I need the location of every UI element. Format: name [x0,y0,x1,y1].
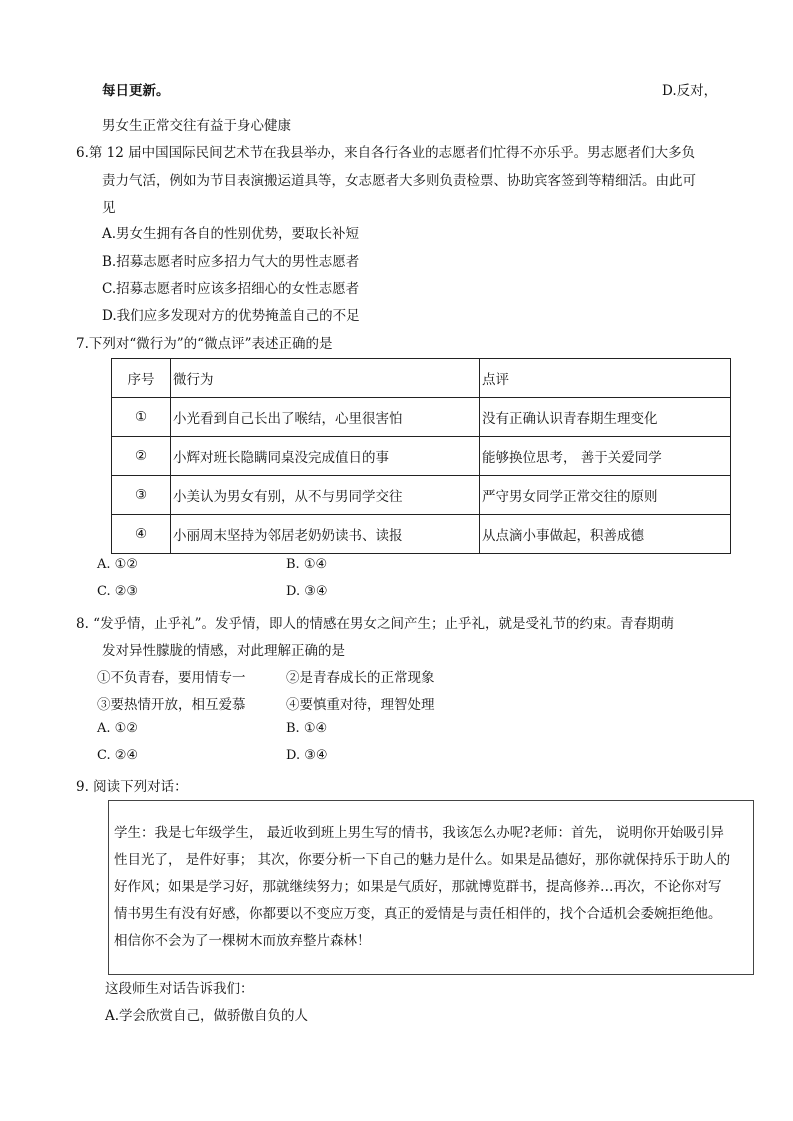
q8-stem-line2: 发对异性朦胧的情感，对此理解正确的是 [102,643,345,659]
q6-stem-line3: 见 [102,200,116,216]
q8-statement-1: ①不负青春，要用情专一 [97,670,246,686]
q7-option-c: C. ②③ [97,584,139,599]
q6-option-d: D.我们应多发现对方的优势掩盖自己的不足 [102,308,360,324]
row-behavior: 小光看到自己长出了喉结，心里很害怕 [171,398,480,437]
prev-option-d: D.反对， [662,83,718,99]
header-number: 序号 [112,359,171,398]
q9-stem: 9. 阅读下列对话： [76,779,188,795]
q8-option-d: D. ③④ [286,748,328,763]
q7-option-b: B. ①④ [286,557,328,572]
q6-option-a: A.男女生拥有各自的性别优势，要取长补短 [102,226,360,242]
q8-stem-line1: 8. “发乎情，止乎礼”。发乎情，即人的情感在男女之间产生；止乎礼，就是受礼节的约束。青春期萌 [76,616,674,632]
q7-option-a: A. ①② [97,557,138,572]
header-comment: 点评 [480,359,731,398]
q8-option-c: C. ②④ [97,748,139,763]
row-comment: 严守男女同学正常交往的原则 [480,476,731,515]
q8-statement-3: ③要热情开放，相互爱慕 [97,697,246,713]
q6-option-b: B.招募志愿者时应多招力气大的男性志愿者 [102,254,360,270]
table-row [112,476,731,515]
dialog-line: 性目光了， 是件好事； 其次，你要分析一下自己的魅力是什么。如果是品德好，那你就保持乐于助人的 [114,852,731,868]
prev-answer-fragment: 每日更新。 [102,83,170,99]
table-header-row [112,359,731,398]
row-comment: 从点滴小事做起，积善成德 [480,515,731,554]
q6-stem-line1: 6.第 12 届中国国际民间艺术节在我县举办，来自各行各业的志愿者们忙得不亦乐乎。男志愿者们大多负 [76,145,696,161]
q9-dialog-box [108,800,754,975]
q7-stem: 7.下列对“微行为”的“微点评”表述正确的是 [76,336,333,352]
q7-table [111,358,731,554]
q8-statement-2: ②是青春成长的正常现象 [286,670,435,686]
q9-follow-text: 这段师生对话告诉我们： [105,981,254,997]
row-comment: 能够换位思考， 善于关爱同学 [480,437,731,476]
dialog-line: 好作风；如果是学习好，那就继续努力；如果是气质好，那就博览群书，提高修养…再次，不论你对写 [114,879,722,895]
dialog-line: 情书男生有没有好感，你都要以不变应万变，真正的爱情是与责任相伴的，找个合适机会委婉拒绝他。 [114,906,722,922]
row-number: ③ [112,476,171,515]
row-behavior: 小美认为男女有别，从不与男同学交往 [171,476,480,515]
table-row [112,515,731,554]
q9-option-a: A.学会欣赏自己，做骄傲自负的人 [105,1008,309,1024]
row-behavior: 小丽周末坚持为邻居老奶奶读书、读报 [171,515,480,554]
row-number: ① [112,398,171,437]
table-row [112,398,731,437]
q6-option-c: C.招募志愿者时应该多招细心的女性志愿者 [102,281,360,297]
q8-option-a: A. ①② [97,721,138,736]
q6-stem-line2: 责力气活，例如为节目表演搬运道具等，女志愿者大多则负责检票、协助宾客签到等精细活。由此可 [102,173,696,189]
row-number: ④ [112,515,171,554]
dialog-line: 学生：我是七年级学生， 最近收到班上男生写的情书，我该怎么办呢?老师：首先， 说明你开始吸引异 [114,825,724,841]
q8-statement-4: ④要慎重对待，理智处理 [286,697,435,713]
table-row [112,437,731,476]
prev-option-d-continuation: 男女生正常交往有益于身心健康 [102,118,291,134]
row-comment: 没有正确认识青春期生理变化 [480,398,731,437]
q8-option-b: B. ①④ [286,721,328,736]
q7-option-d: D. ③④ [286,584,328,599]
row-number: ② [112,437,171,476]
header-behavior: 微行为 [171,359,480,398]
row-behavior: 小辉对班长隐瞒同桌没完成值日的事 [171,437,480,476]
dialog-line: 相信你不会为了一棵树木而放弃整片森林！ [114,933,371,949]
